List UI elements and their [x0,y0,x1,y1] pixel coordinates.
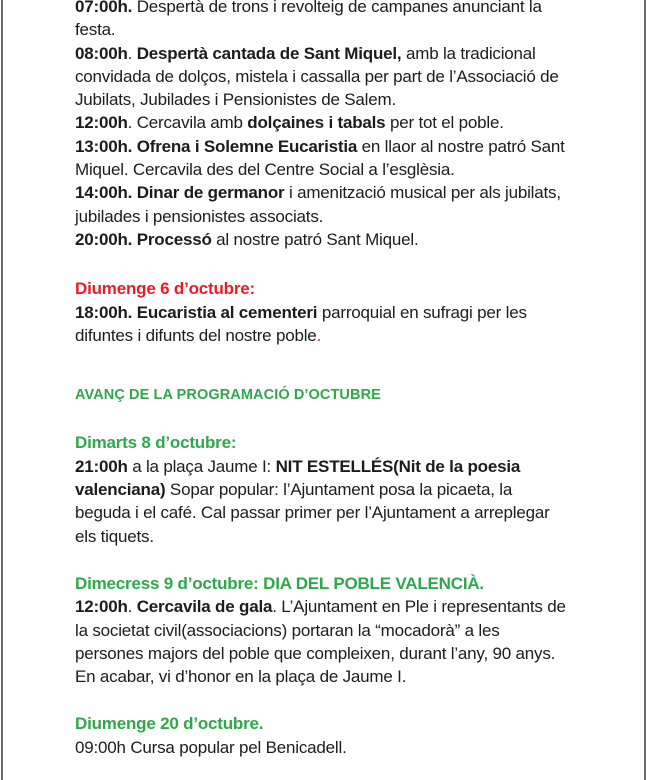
program-line [75,158,632,181]
text-segment: Cercavila de gala [136,597,273,617]
text-segment: . L’Ajuntament en Ple i representants de [272,597,566,617]
text-segment: i amenització musical per als jubilats, [284,183,561,203]
program-line [75,228,632,251]
date-heading-green [75,712,632,735]
text-segment: per tot el poble. [385,113,504,133]
program-line [75,595,632,618]
text-segment: AVANÇ DE LA PROGRAMACIÓ D’OCTUBRE [75,387,381,404]
text-segment: beguda i el café. Cal passar primer per l’Ajuntament a arreplegar [75,503,550,523]
text-segment: al nostre patró Sant Miquel. [211,229,419,249]
date-heading-red [75,277,632,300]
text-segment: 12:00h [75,597,128,617]
text-segment: Diumenge 20 d’octubre. [75,714,264,734]
section-heading [75,384,632,407]
text-segment: . Cercavila amb [127,113,248,133]
program-line [75,181,632,204]
program-line [75,111,632,134]
text-segment: convidada de dolços, mistela i cassalla per part de l’Associació de [75,66,559,86]
text-segment: 20:00h. Processó [75,229,212,249]
text-segment: NIT ESTELLÉS(Nit de la poesia [275,456,521,476]
text-segment: els tiquets. [75,526,154,546]
text-segment: amb la tradicional [401,43,536,63]
text-segment: Dimarts 8 d’octubre: [75,433,237,453]
program-line [75,478,632,501]
program-line [75,65,632,88]
text-segment: . [316,325,322,345]
program-line [75,205,632,228]
text-segment: Miquel. Cercavila des del Centre Social a l’esglèsia. [75,160,455,180]
text-segment: . [127,43,137,63]
text-segment: 21:00h [75,456,128,476]
text-segment: dolçaines i tabals [247,113,386,133]
text-segment: 09:00h Cursa popular pel Benicadell. [75,737,347,757]
text-segment: Jubilats, Jubilades i Pensionistes de Salem. [75,90,396,110]
text-segment: 13:00h. Ofrena i Solemne Eucaristia [75,136,358,156]
program-line [75,324,632,347]
date-heading-green [75,431,632,454]
program-line [75,135,632,158]
text-segment: 08:00h [75,43,128,63]
text-segment: 12:00h [75,113,128,133]
text-segment: valenciana) [75,480,166,500]
text-segment: . [127,597,137,617]
text-segment: la societat civil(associacions) portaran la “mocadorà” a les [75,620,500,640]
text-segment: Sopar popular: l’Ajuntament posa la picaeta, la [165,480,513,500]
program-line [75,525,632,548]
program-line [75,88,632,111]
text-segment: Despertà cantada de Sant Miquel, [136,43,402,63]
date-heading-green [75,572,632,595]
program-line [75,619,632,642]
text-segment: En acabar, vi d’honor en la plaça de Jaume I. [75,667,407,687]
text-segment: 18:00h. Eucaristia al cementeri [75,302,318,322]
text-segment: a la plaça Jaume I: [127,456,276,476]
text-segment: festa. [75,20,116,40]
program-line [75,736,632,759]
program-line [75,501,632,524]
text-segment: difuntes i difunts del nostre poble [75,325,317,345]
program-line [75,665,632,688]
text-segment: 14:00h. Dinar de germanor [75,183,285,203]
program-line [75,642,632,665]
text-segment: parroquial en sufragi per les [317,302,527,322]
text-segment: en llaor al nostre patró Sant [357,136,565,156]
text-segment: jubilades i pensionistes associats. [75,206,324,226]
program-line [75,455,632,478]
program-line [75,301,632,324]
program-line [75,0,632,18]
text-segment: Dimecress 9 d’octubre: DIA DEL POBLE VALENCIÀ. [75,573,484,593]
program-line [75,18,632,41]
text-segment: Despertà de trons i revolteig de campanes anunciant la [132,0,542,16]
text-segment: 07:00h. [75,0,133,16]
text-segment: persones majors del poble que compleixen, durant l’any, 90 anys. [75,643,556,663]
text-segment: Diumenge 6 d’octubre: [75,279,255,299]
program-line [75,42,632,65]
